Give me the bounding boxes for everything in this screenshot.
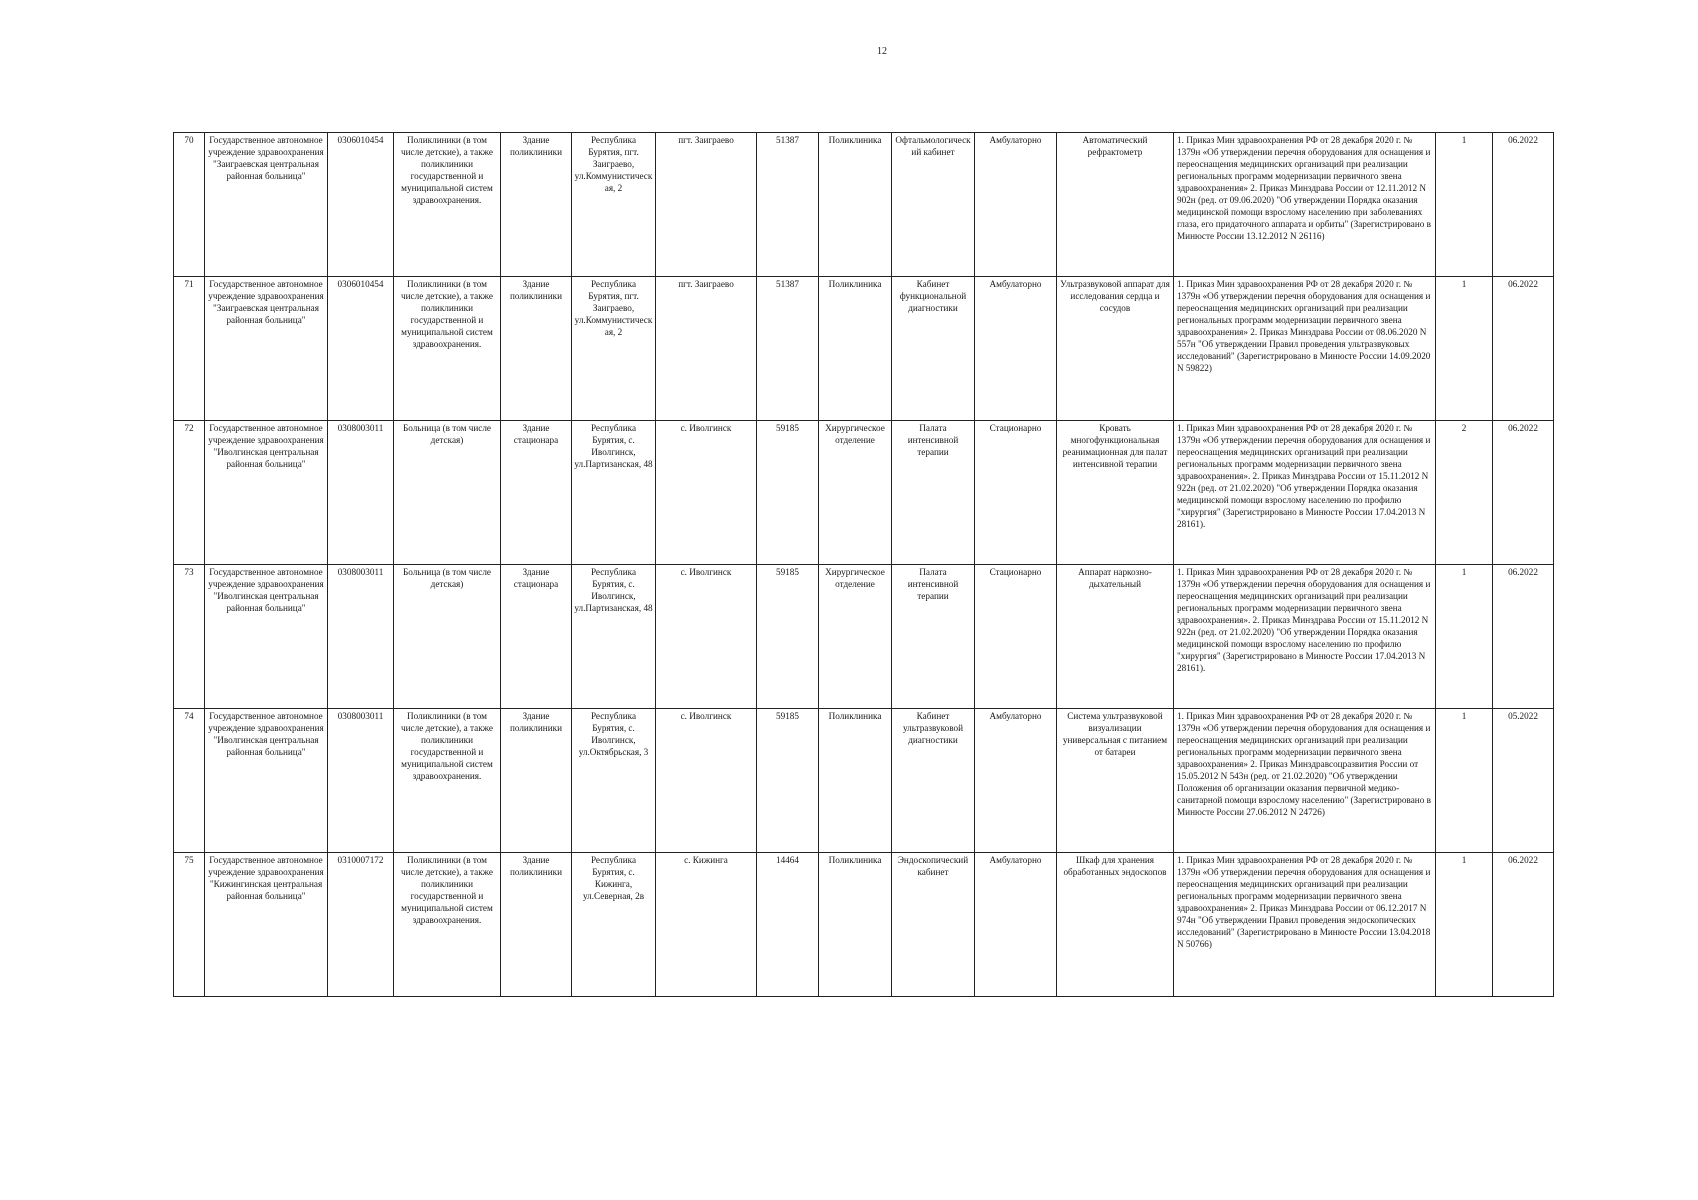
cell-population: 59185 xyxy=(757,565,819,709)
cell-equipment: Аппарат наркозно-дыхательный xyxy=(1057,565,1174,709)
cell-care-mode: Стационарно xyxy=(975,421,1057,565)
cell-department: Хирургическое отделение xyxy=(819,421,892,565)
cell-equipment: Автоматический рефрактометр xyxy=(1057,133,1174,277)
cell-row-number: 70 xyxy=(174,133,205,277)
cell-address: Республика Бурятия, с. Иволгинск, ул.Октябрьская, 3 xyxy=(572,709,656,853)
cell-address: Республика Бурятия, пгт. Заиграево, ул.Коммунистическая, 2 xyxy=(572,133,656,277)
cell-settlement: с. Иволгинск xyxy=(656,421,757,565)
cell-building: Здание стационара xyxy=(501,565,572,709)
cell-settlement: пгт. Заиграево xyxy=(656,277,757,421)
cell-equipment: Система ультразвуковой визуализации универсальная с питанием от батареи xyxy=(1057,709,1174,853)
cell-institution-name: Государственное автономное учреждение здравоохранения "Иволгинская центральная районная больница" xyxy=(205,565,328,709)
cell-institution-name: Государственное автономное учреждение здравоохранения "Заиграевская центральная районная больница" xyxy=(205,277,328,421)
cell-quantity: 1 xyxy=(1436,853,1493,997)
cell-department: Хирургическое отделение xyxy=(819,565,892,709)
cell-room: Кабинет ультразвуковой диагностики xyxy=(892,709,975,853)
cell-settlement: с. Кижинга xyxy=(656,853,757,997)
cell-building: Здание поликлиники xyxy=(501,853,572,997)
cell-delivery-date: 06.2022 xyxy=(1493,853,1554,997)
cell-institution-name: Государственное автономное учреждение здравоохранения "Заиграевская центральная районная больница" xyxy=(205,133,328,277)
cell-care-mode: Амбулаторно xyxy=(975,853,1057,997)
cell-quantity: 1 xyxy=(1436,133,1493,277)
cell-legal-basis: 1. Приказ Мин здравоохранения РФ от 28 декабря 2020 г. № 1379н «Об утверждении перечня оборудования для оснащения и переоснащения медицинских организаций при реализации региональных программ модернизации первичного звена здравоохранения». 2. Приказ Минздрава России от 15.11.2012 N 922н (ред. от 21.02.2020) "Об утверждении Порядка оказания медицинской помощи взрослому населению по профилю "хирургия" (Зарегистрировано в Минюсте России 17.04.2013 N 28161). xyxy=(1174,421,1436,565)
cell-facility-type: Поликлиники (в том числе детские), а также поликлиники государственной и муниципальной систем здравоохранения. xyxy=(394,277,501,421)
cell-quantity: 2 xyxy=(1436,421,1493,565)
cell-room: Офтальмологический кабинет xyxy=(892,133,975,277)
table-row xyxy=(174,133,1554,277)
cell-delivery-date: 06.2022 xyxy=(1493,565,1554,709)
equipment-table xyxy=(173,132,1554,997)
cell-institution-name: Государственное автономное учреждение здравоохранения "Иволгинская центральная районная больница" xyxy=(205,421,328,565)
cell-quantity: 1 xyxy=(1436,709,1493,853)
cell-room: Палата интенсивной терапии xyxy=(892,421,975,565)
cell-address: Республика Бурятия, с. Иволгинск, ул.Партизанская, 48 xyxy=(572,421,656,565)
cell-institution-code: 0310007172 xyxy=(328,853,394,997)
cell-institution-code: 0308003011 xyxy=(328,421,394,565)
cell-legal-basis: 1. Приказ Мин здравоохранения РФ от 28 декабря 2020 г. № 1379н «Об утверждении перечня оборудования для оснащения и переоснащения медицинских организаций при реализации региональных программ модернизации первичного звена здравоохранения». 2. Приказ Минздрава России от 15.11.2012 N 922н (ред. от 21.02.2020) "Об утверждении Порядка оказания медицинской помощи взрослому населению по профилю "хирургия" (Зарегистрировано в Минюсте России 17.04.2013 N 28161). xyxy=(1174,565,1436,709)
cell-room: Кабинет функциональной диагностики xyxy=(892,277,975,421)
cell-row-number: 72 xyxy=(174,421,205,565)
cell-population: 59185 xyxy=(757,709,819,853)
cell-delivery-date: 05.2022 xyxy=(1493,709,1554,853)
cell-equipment: Ультразвуковой аппарат для исследования сердца и сосудов xyxy=(1057,277,1174,421)
cell-room: Эндоскопический кабинет xyxy=(892,853,975,997)
cell-institution-name: Государственное автономное учреждение здравоохранения "Иволгинская центральная районная больница" xyxy=(205,709,328,853)
table-row xyxy=(174,421,1554,565)
cell-care-mode: Амбулаторно xyxy=(975,277,1057,421)
cell-population: 51387 xyxy=(757,277,819,421)
cell-legal-basis: 1. Приказ Мин здравоохранения РФ от 28 декабря 2020 г. № 1379н «Об утверждении перечня оборудования для оснащения и переоснащения медицинских организаций при реализации региональных программ модернизации первичного звена здравоохранения» 2. Приказ Минздрава России от 12.11.2012 N 902н (ред. от 09.06.2020) "Об утверждении Порядка оказания медицинской помощи взрослому населению при заболеваниях глаза, его придаточного аппарата и орбиты" (Зарегистрировано в Минюсте России 13.12.2012 N 26116) xyxy=(1174,133,1436,277)
cell-delivery-date: 06.2022 xyxy=(1493,421,1554,565)
cell-facility-type: Поликлиники (в том числе детские), а также поликлиники государственной и муниципальной систем здравоохранения. xyxy=(394,133,501,277)
cell-legal-basis: 1. Приказ Мин здравоохранения РФ от 28 декабря 2020 г. № 1379н «Об утверждении перечня оборудования для оснащения и переоснащения медицинских организаций при реализации региональных программ модернизации первичного звена здравоохранения» 2. Приказ Минздрава России от 06.12.2017 N 974н "Об утверждении Правил проведения эндоскопических исследований" (Зарегистрировано в Минюсте России 13.04.2018 N 50766) xyxy=(1174,853,1436,997)
cell-building: Здание поликлиники xyxy=(501,709,572,853)
cell-row-number: 71 xyxy=(174,277,205,421)
cell-legal-basis: 1. Приказ Мин здравоохранения РФ от 28 декабря 2020 г. № 1379н «Об утверждении перечня оборудования для оснащения и переоснащения медицинских организаций при реализации региональных программ модернизации первичного звена здравоохранения» 2. Приказ Минздравсоцразвития России от 15.05.2012 N 543н (ред. от 21.02.2020) "Об утверждении Положения об организации оказания первичной медико-санитарной помощи взрослому населению" (Зарегистрировано в Минюсте России 27.06.2012 N 24726) xyxy=(1174,709,1436,853)
cell-row-number: 73 xyxy=(174,565,205,709)
cell-equipment: Шкаф для хранения обработанных эндоскопов xyxy=(1057,853,1174,997)
table-row xyxy=(174,853,1554,997)
cell-delivery-date: 06.2022 xyxy=(1493,277,1554,421)
cell-care-mode: Стационарно xyxy=(975,565,1057,709)
cell-building: Здание поликлиники xyxy=(501,277,572,421)
cell-care-mode: Амбулаторно xyxy=(975,133,1057,277)
cell-institution-code: 0306010454 xyxy=(328,277,394,421)
cell-department: Поликлиника xyxy=(819,853,892,997)
cell-delivery-date: 06.2022 xyxy=(1493,133,1554,277)
cell-row-number: 75 xyxy=(174,853,205,997)
cell-quantity: 1 xyxy=(1436,277,1493,421)
cell-institution-code: 0308003011 xyxy=(328,709,394,853)
cell-equipment: Кровать многофункциональная реанимационная для палат интенсивной терапии xyxy=(1057,421,1174,565)
table-row xyxy=(174,709,1554,853)
cell-address: Республика Бурятия, с. Иволгинск, ул.Партизанская, 48 xyxy=(572,565,656,709)
cell-institution-name: Государственное автономное учреждение здравоохранения "Кижингинская центральная районная больница" xyxy=(205,853,328,997)
cell-population: 59185 xyxy=(757,421,819,565)
cell-quantity: 1 xyxy=(1436,565,1493,709)
cell-settlement: с. Иволгинск xyxy=(656,565,757,709)
cell-settlement: пгт. Заиграево xyxy=(656,133,757,277)
cell-facility-type: Больница (в том числе детская) xyxy=(394,565,501,709)
page-number: 12 xyxy=(877,46,887,57)
cell-building: Здание поликлиники xyxy=(501,133,572,277)
cell-department: Поликлиника xyxy=(819,709,892,853)
cell-department: Поликлиника xyxy=(819,133,892,277)
cell-population: 51387 xyxy=(757,133,819,277)
cell-row-number: 74 xyxy=(174,709,205,853)
cell-population: 14464 xyxy=(757,853,819,997)
cell-building: Здание стационара xyxy=(501,421,572,565)
cell-care-mode: Амбулаторно xyxy=(975,709,1057,853)
table-row xyxy=(174,277,1554,421)
cell-address: Республика Бурятия, с. Кижинга, ул.Северная, 2в xyxy=(572,853,656,997)
cell-facility-type: Больница (в том числе детская) xyxy=(394,421,501,565)
table-row xyxy=(174,565,1554,709)
cell-settlement: с. Иволгинск xyxy=(656,709,757,853)
cell-department: Поликлиника xyxy=(819,277,892,421)
cell-institution-code: 0308003011 xyxy=(328,565,394,709)
cell-institution-code: 0306010454 xyxy=(328,133,394,277)
cell-legal-basis: 1. Приказ Мин здравоохранения РФ от 28 декабря 2020 г. № 1379н «Об утверждении перечня оборудования для оснащения и переоснащения медицинских организаций при реализации региональных программ модернизации первичного звена здравоохранения» 2. Приказ Минздрава России от 08.06.2020 N 557н "Об утверждении Правил проведения ультразвуковых исследований" (Зарегистрировано в Минюсте России 14.09.2020 N 59822) xyxy=(1174,277,1436,421)
cell-room: Палата интенсивной терапии xyxy=(892,565,975,709)
cell-facility-type: Поликлиники (в том числе детские), а также поликлиники государственной и муниципальной систем здравоохранения. xyxy=(394,709,501,853)
cell-address: Республика Бурятия, пгт. Заиграево, ул.Коммунистическая, 2 xyxy=(572,277,656,421)
cell-facility-type: Поликлиники (в том числе детские), а также поликлиники государственной и муниципальной систем здравоохранения. xyxy=(394,853,501,997)
